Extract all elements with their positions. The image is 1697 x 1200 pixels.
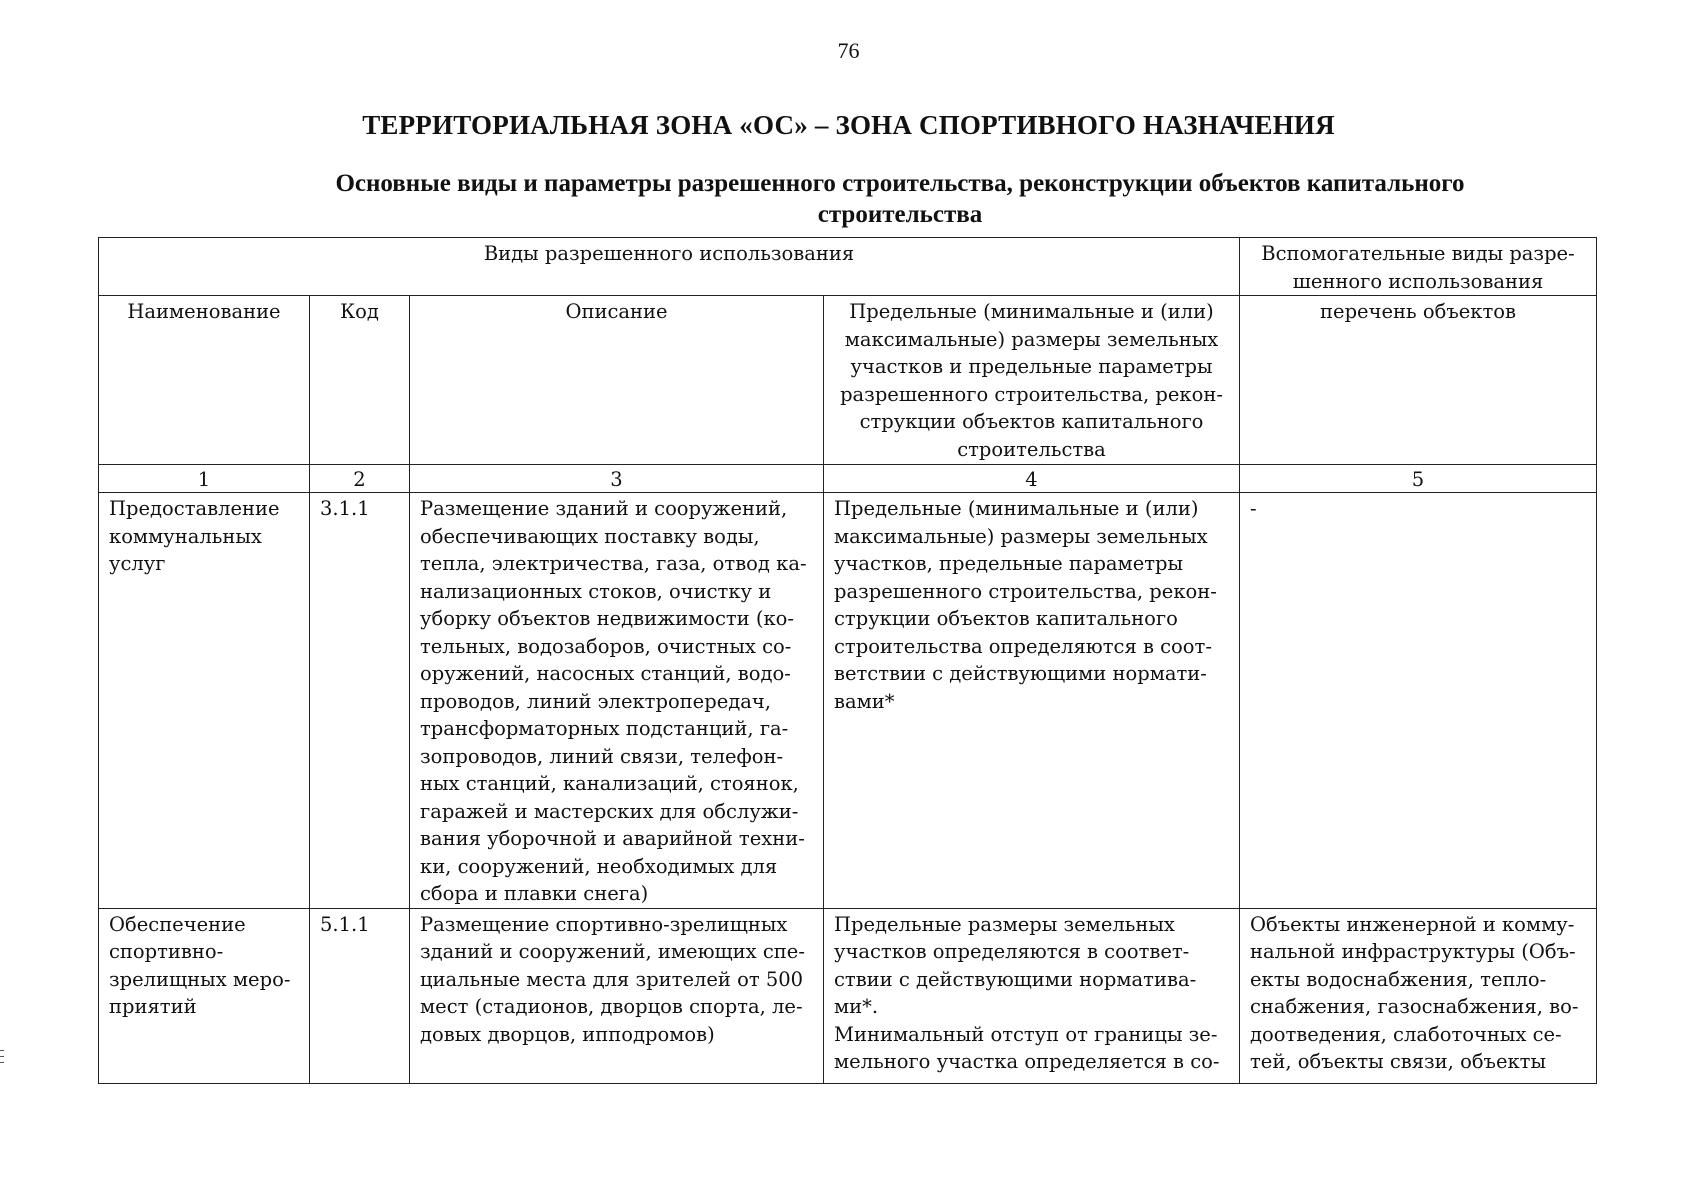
cell-line: сбора и плавки снега) xyxy=(420,882,649,905)
cell-line: струкции объектов капитального xyxy=(834,607,1178,630)
cell-clip: 5.1.1 xyxy=(320,912,370,936)
cell-line: Минимальный отступ от границы зе- xyxy=(834,1022,1218,1046)
cell-clip xyxy=(109,911,299,1083)
cell-line: Предоставление xyxy=(109,497,280,520)
cell-line: нальной инфраструктуры (Объ- xyxy=(1250,940,1576,963)
zone-title: ТЕРРИТОРИАЛЬНАЯ ЗОНА «ОС» – ЗОНА СПОРТИВНОГО НАЗНАЧЕНИЯ xyxy=(362,110,1335,140)
column-number-row xyxy=(99,465,1597,493)
cell-line: участков определяются в соответ- xyxy=(834,940,1190,963)
column-number: 2 xyxy=(310,465,410,493)
column-header-name: Наименование xyxy=(99,296,310,465)
permitted-use-table xyxy=(98,237,1597,1084)
header-line: шенного использования xyxy=(1292,269,1544,293)
row-description-cell xyxy=(410,908,824,1083)
cell-line: зрелищных меро- xyxy=(109,967,291,991)
margin-tick xyxy=(0,1050,4,1051)
header-line: максимальные) размеры земельных xyxy=(844,327,1219,351)
row-objects-cell xyxy=(1240,493,1597,909)
cell-line: строительства определяются в соот- xyxy=(834,634,1212,658)
row-objects-cell xyxy=(1240,908,1597,1083)
cell-line: ми*. xyxy=(834,995,879,1018)
cell-line: спортивно- xyxy=(109,940,224,963)
subtitle-line-1: Основные виды и параметры разрешенного строительства, реконструкции объектов капитального xyxy=(335,170,1465,197)
cell-line: нализационных стоков, очистку и xyxy=(420,579,772,603)
cell-line: зопроводов, линий связи, телефон- xyxy=(420,744,784,768)
page-number: 76 xyxy=(837,38,860,63)
cell-line: максимальные) размеры земельных xyxy=(834,524,1208,548)
group-header-aux xyxy=(1240,238,1597,296)
cell-line: разрешенного строительства, рекон- xyxy=(834,579,1217,603)
cell-line: вами* xyxy=(834,689,895,713)
cell-line: трансформаторных подстанций, га- xyxy=(420,717,789,740)
cell-line: мельного участка определяется в со- xyxy=(834,1050,1220,1073)
cell-line: оружений, насосных станций, водо- xyxy=(420,662,791,685)
cell-line: довых дворцов, ипподромов) xyxy=(420,1022,715,1046)
cell-line: тей, объекты связи, объекты xyxy=(1250,1050,1546,1073)
cell-line: обеспечивающих поставку воды, xyxy=(420,524,760,548)
cell-line: ки, сооружений, необходимых для xyxy=(420,854,778,878)
cell-line: Размещение спортивно-зрелищных xyxy=(420,912,788,936)
cell-line: - xyxy=(1250,497,1257,520)
header-line: струкции объектов капитального xyxy=(859,410,1204,433)
row-description-cell xyxy=(410,493,824,909)
margin-tick xyxy=(0,1056,4,1057)
header-line: Предельные (минимальные и (или) xyxy=(849,300,1214,323)
row-code-cell xyxy=(310,908,410,1083)
cell-clip xyxy=(420,911,813,1083)
column-header-objects: перечень объектов xyxy=(1240,296,1597,465)
cell-clip xyxy=(1250,911,1586,1083)
cell-line: Предельные размеры земельных xyxy=(834,912,1175,936)
section-subtitle xyxy=(220,168,1580,230)
cell-line: уборку объектов недвижимости (ко- xyxy=(420,607,795,630)
cell-line: проводов, линий электропередач, xyxy=(420,689,771,713)
row-code-cell: 3.1.1 xyxy=(310,493,410,909)
row-name-cell xyxy=(99,908,310,1083)
column-header-params xyxy=(824,296,1240,465)
cell-line: участков, предельные параметры xyxy=(834,552,1184,575)
cell-line: екты водоснабжения, тепло- xyxy=(1250,967,1547,991)
cell-line: Обеспечение xyxy=(109,912,246,936)
column-number: 3 xyxy=(410,465,824,493)
cell-line: услуг xyxy=(109,552,166,575)
header-line: Вспомогательные виды разре- xyxy=(1261,242,1575,265)
row-params-cell xyxy=(824,908,1240,1083)
header-line: участков и предельные параметры xyxy=(850,355,1213,378)
margin-tick xyxy=(0,1062,4,1063)
column-number: 5 xyxy=(1240,465,1597,493)
cell-line: Объекты инженерной и комму- xyxy=(1250,912,1575,936)
header-line: строительства xyxy=(957,437,1106,461)
cell-line: Размещение зданий и сооружений, xyxy=(420,497,788,520)
group-header-row xyxy=(99,238,1597,296)
row-name-cell xyxy=(99,493,310,909)
cell-line: гаражей и мастерских для обслужи- xyxy=(420,799,799,823)
cell-line: ствии с действующими норматива- xyxy=(834,967,1197,991)
cell-line: тепла, электричества, газа, отвод ка- xyxy=(420,552,807,575)
header-line: разрешенного строительства, рекон- xyxy=(840,382,1223,406)
column-header-description: Описание xyxy=(410,296,824,465)
cell-line: приятий xyxy=(109,995,197,1018)
cell-line: ных станций, канализаций, стоянок, xyxy=(420,772,799,795)
cell-line: вания уборочной и аварийной техни- xyxy=(420,827,805,850)
subtitle-line-2: строительства xyxy=(817,201,983,228)
cell-line: мест (стадионов, дворцов спорта, ле- xyxy=(420,995,803,1018)
cell-line: снабжения, газоснабжения, во- xyxy=(1250,995,1579,1018)
column-number: 4 xyxy=(824,465,1240,493)
cell-line: Предельные (минимальные и (или) xyxy=(834,497,1199,520)
table-row xyxy=(99,908,1597,1083)
column-header-row xyxy=(99,296,1597,465)
cell-clip xyxy=(834,911,1229,1083)
cell-line: зданий и сооружений, имеющих спе- xyxy=(420,940,805,963)
cell-line: коммунальных xyxy=(109,524,262,548)
cell-line: циальные места для зрителей от 500 xyxy=(420,967,804,991)
column-header-code: Код xyxy=(310,296,410,465)
scan-margin-marks xyxy=(0,1050,4,1090)
row-params-cell xyxy=(824,493,1240,909)
cell-line: ветствии с действующими нормати- xyxy=(834,662,1207,685)
table-row xyxy=(99,493,1597,909)
column-number: 1 xyxy=(99,465,310,493)
cell-line: доотведения, слаботочных се- xyxy=(1250,1022,1562,1046)
cell-line: тельных, водозаборов, очистных со- xyxy=(420,634,792,658)
group-header-main: Виды разрешенного использования xyxy=(99,238,1240,296)
